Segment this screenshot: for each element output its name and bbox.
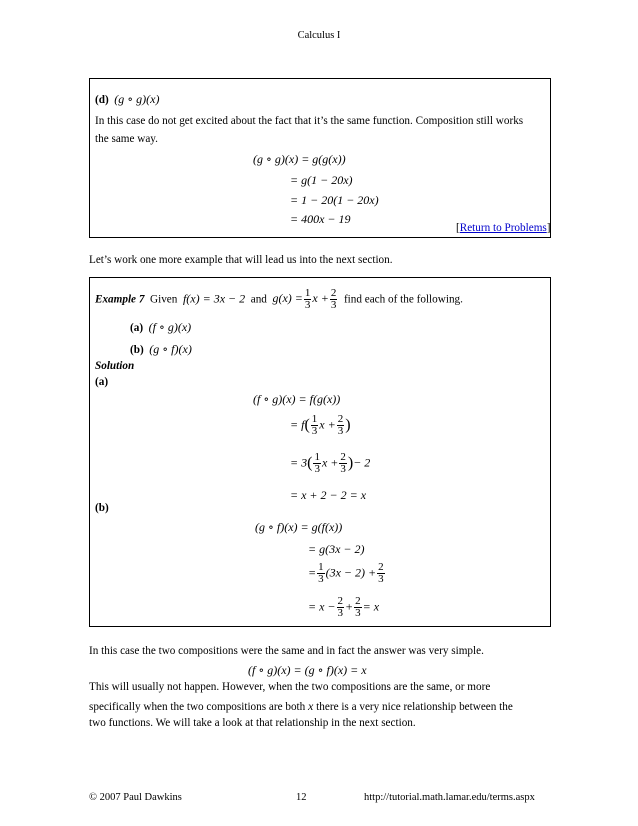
bracket-open: [ <box>456 222 460 234</box>
fraction <box>313 452 321 475</box>
a-eq-2 <box>290 414 351 437</box>
part-d-expr: (g ∘ g)(x) <box>114 92 160 106</box>
example-given: Given <box>150 293 178 306</box>
fraction <box>311 414 319 437</box>
paren-close: ) <box>345 416 351 434</box>
part-d-label: (d) <box>95 94 109 106</box>
fraction <box>337 414 345 437</box>
b-eq-3-pre: = <box>308 565 317 580</box>
frac-den: 3 <box>340 463 346 475</box>
item-a <box>130 320 191 335</box>
outro-line-1: In this case the two compositions were the same and in fact the answer was very simple. <box>89 645 484 657</box>
fraction <box>317 562 325 585</box>
paren-close: ) <box>347 454 354 472</box>
f-definition: f(x) = 3x − 2 <box>182 291 246 306</box>
a-eq-3-mid: x + <box>321 455 339 470</box>
solution-b-label: (b) <box>95 502 109 514</box>
outro-line-2: This will usually not happen. However, when the two compositions are the same, or more <box>89 681 491 693</box>
a-eq-2-pre: = f <box>290 417 305 432</box>
page-header: Calculus I <box>297 30 341 41</box>
item-a-label: (a) <box>130 322 144 334</box>
intro-text: Let’s work one more example that will lead us into the next section. <box>89 254 393 266</box>
example-find: find each of the following. <box>343 293 463 306</box>
frac-num: 2 <box>355 595 361 607</box>
solution-a-label: (a) <box>95 376 109 388</box>
outro-line-3-post: there is a very nice relationship between the <box>313 701 513 713</box>
a-eq-3-pre: = 3 <box>290 455 308 470</box>
outro-line-3-pre: specifically when the two compositions are both <box>89 701 309 713</box>
part-d-text-2: the same way. <box>95 133 158 145</box>
b-eq-3-mid: (3x − 2) + <box>325 565 377 580</box>
fraction <box>339 452 347 475</box>
frac-num: 1 <box>314 451 320 463</box>
b-eq-4-post: = x <box>362 599 380 614</box>
part-d-text-1: In this case do not get excited about the fact that it’s the same function. Composition still works <box>95 115 524 127</box>
part-d-eq-4: = 400x − 19 <box>290 212 351 226</box>
frac-den: 3 <box>314 463 320 475</box>
frac-num: 2 <box>330 287 337 299</box>
a-eq-3-post: − 2 <box>353 455 371 470</box>
outro-equation: (f ∘ g)(x) = (g ∘ f)(x) = x <box>248 663 367 677</box>
frac-num: 1 <box>304 287 311 299</box>
example-heading <box>95 288 463 311</box>
b-eq-4-mid: + <box>345 599 354 614</box>
frac-num: 1 <box>311 413 318 425</box>
frac-den: 3 <box>378 573 384 585</box>
outro-x: x <box>308 699 314 713</box>
example-title: Example 7 <box>95 293 145 306</box>
frac-den: 3 <box>318 573 324 585</box>
item-b-label: (b) <box>130 344 144 356</box>
a-eq-1: (f ∘ g)(x) = f(g(x)) <box>253 392 341 406</box>
frac-num: 1 <box>318 561 324 573</box>
outro-line-4: two functions. We will take a look at that relationship in the next section. <box>89 717 416 729</box>
g-def-mid: x + <box>312 291 329 306</box>
fraction <box>337 596 345 619</box>
return-to-problems <box>456 222 550 234</box>
paren-open: ( <box>307 454 313 472</box>
item-a-expr: (f ∘ g)(x) <box>148 320 192 334</box>
frac-den: 3 <box>337 425 344 437</box>
a-eq-4: = x + 2 − 2 = x <box>290 488 367 502</box>
bracket-close: ] <box>546 222 551 234</box>
item-b <box>130 342 192 357</box>
frac-den: 3 <box>355 607 361 619</box>
a-eq-3 <box>290 452 370 475</box>
example-and: and <box>250 293 267 306</box>
frac-num: 2 <box>337 413 344 425</box>
fraction <box>377 562 385 585</box>
frac-den: 3 <box>330 299 337 311</box>
frac-num: 2 <box>340 451 346 463</box>
solution-label: Solution <box>95 360 135 372</box>
fraction <box>354 596 362 619</box>
frac-den: 3 <box>311 425 318 437</box>
footer-url: http://tutorial.math.lamar.edu/terms.aspx <box>364 792 535 803</box>
b-eq-1: (g ∘ f)(x) = g(f(x)) <box>255 520 343 534</box>
footer-copyright: © 2007 Paul Dawkins <box>89 792 182 803</box>
part-d-eq-1: (g ∘ g)(x) = g(g(x)) <box>253 152 346 166</box>
return-to-problems-link[interactable]: Return to Problems <box>459 222 547 234</box>
part-d-eq-3: = 1 − 20(1 − 20x) <box>290 193 379 207</box>
part-d-eq-2: = g(1 − 20x) <box>290 173 353 187</box>
item-b-expr: (g ∘ f)(x) <box>149 342 192 356</box>
frac-num: 2 <box>378 561 384 573</box>
fraction <box>330 288 338 311</box>
b-eq-2: = g(3x − 2) <box>308 542 365 556</box>
fraction <box>304 288 312 311</box>
frac-den: 3 <box>304 299 311 311</box>
paren-open: ( <box>304 416 310 434</box>
frac-num: 2 <box>337 595 344 607</box>
footer-page-number: 12 <box>296 792 307 803</box>
b-eq-3 <box>308 562 386 585</box>
g-definition <box>272 287 338 311</box>
b-eq-4-pre: = x − <box>308 599 336 614</box>
b-eq-4 <box>308 596 379 619</box>
outro-line-3 <box>89 699 513 714</box>
part-d-heading <box>95 92 159 107</box>
frac-den: 3 <box>337 607 344 619</box>
a-eq-2-mid: x + <box>319 417 336 432</box>
g-def-prefix: g(x) = <box>272 291 303 306</box>
